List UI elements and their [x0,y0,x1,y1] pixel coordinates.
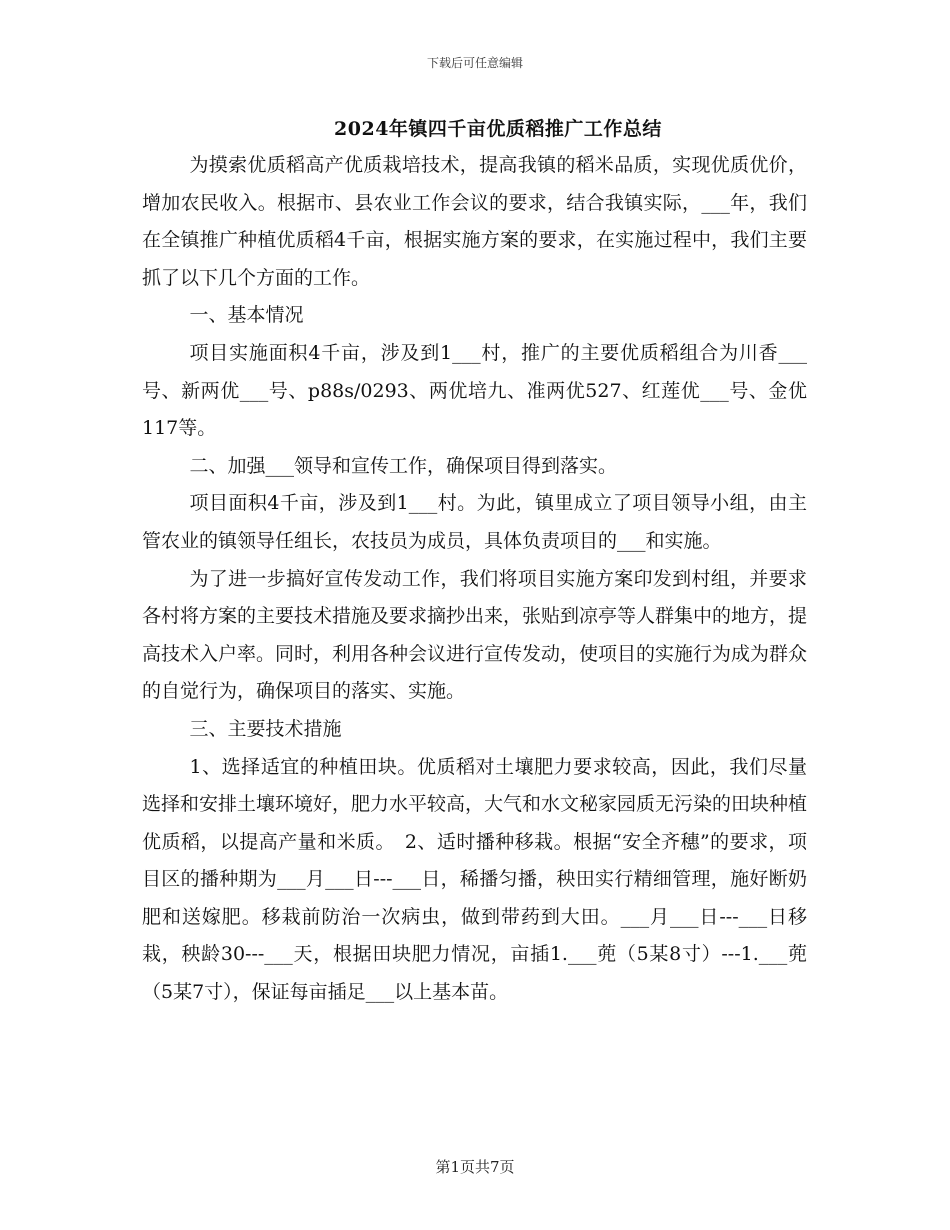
document-title: 2024年镇四千亩优质稻推广工作总结 [334,118,662,140]
paragraph-intro: 为摸索优质稻高产优质栽培技术，提高我镇的稻米品质，实现优质优价，增加农民收入。根据市、县农业工作会议的要求，结合我镇实际，___年，我们在全镇推广种植优质稻4千亩，根据实施方案的要求，在实施过程中，我们主要抓了以下几个方面的工作。 [142,154,807,289]
page-number: 第1页共7页 [435,1158,515,1176]
section-heading-leadership: 二、加强___领导和宣传工作，确保项目得到落实。 [189,454,618,477]
document-body [142,147,807,1012]
paragraph-publicity: 为了进一步搞好宣传发动工作，我们将项目实施方案印发到村组，并要求各村将方案的主要技术措施及要求摘抄出来，张贴到凉亭等人群集中的地方，提高技术入户率。同时，利用各种会议进行宣传发动，使项目的实施行为成为群众的自觉行为，确保项目的落实、实施。 [142,567,808,703]
section-heading-measures: 三、主要技术措施 [189,717,342,740]
download-note: 下载后可任意编辑 [426,56,523,70]
section-heading-basic: 一、基本情况 [189,304,304,327]
paragraph-leadership: 项目面积4千亩，涉及到1___村。为此，镇里成立了项目领导小组，由主管农业的镇领导任组长，农技员为成员，具体负责项目的___和实施。 [142,492,807,552]
paragraph-measures: 1、选择适宜的种植田块。优质稻对土壤肥力要求较高，因此，我们尽量选择和安排土壤环境好，肥力水平较高，大气和水文秘家园质无污染的田块种植优质稻，以提高产量和米质。 2、适时播种移栽。根据“安全齐穗”的要求，项目区的播种期为___月___日---___日，稀播匀播，秧田实行精细管理，施好断奶肥和送嫁肥。移栽前防治一次病虫，做到带药到大田。___月___日---___日移栽，秧龄30---___天，根据田块肥力情况，亩插1.___蔸（5某8寸）---1.___蔸（5某7寸），保证每亩插足___以上基本苗。 [142,755,808,1004]
paragraph-basic: 项目实施面积4千亩，涉及到1___村，推广的主要优质稻组合为川香___号、新两优___号、p88s/0293、两优培九、准两优527、红莲优___号、金优117等。 [142,341,807,440]
